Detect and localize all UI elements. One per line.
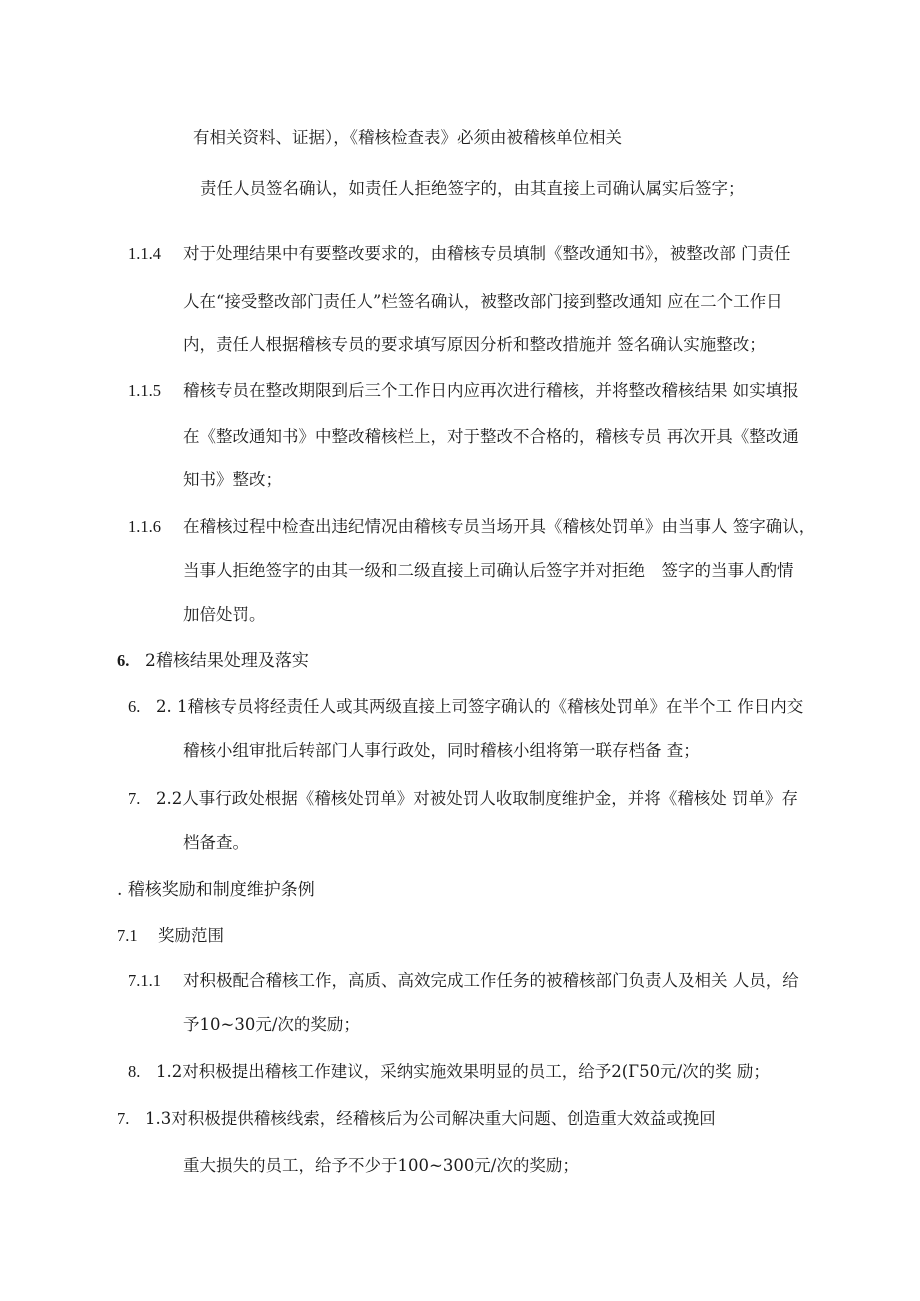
text-line: 在《整改通知书》中整改稽核栏上，对于整改不合格的，稽核专员 再次开具《整改通: [183, 427, 799, 446]
text-line: 对于处理结果中有要整改要求的，由稽核专员填制《整改通知书》，被整改部 门责任: [183, 244, 791, 263]
text-line: 当事人拒绝签字的由其一级和二级直接上司确认后签字并对拒绝 签字的当事人酌情: [183, 561, 794, 580]
item-number: 1.1.5: [128, 381, 161, 400]
text-line: 内，责任人根据稽核专员的要求填写原因分析和整改措施并 签名确认实施整改；: [183, 335, 766, 354]
text-line: 2.2人事行政处根据《稽核处罚单》对被处罚人收取制度维护金，并将《稽核处 罚单》存: [156, 789, 798, 808]
text-line: 有相关资料、证据），《稽核检查表》必须由被稽核单位相关: [193, 128, 622, 147]
item-number: 1.1.6: [128, 517, 161, 536]
text-line: 加倍处罚。: [183, 605, 266, 624]
section-heading: 2稽核结果处理及落实: [145, 651, 309, 671]
item-number: 7.: [128, 789, 141, 808]
item-number: 7.: [117, 1109, 130, 1128]
text-line: 人在“接受整改部门责任人”栏签名确认，被整改部门接到整改通知 应在二个工作日: [183, 292, 783, 311]
item-number: 1.1.4: [128, 244, 161, 263]
item-number: 8.: [128, 1062, 141, 1081]
text-line: 稽核小组审批后转部门人事行政处，同时稽核小组将第一联存档备 查；: [183, 741, 700, 760]
subsection-heading: 奖励范围: [158, 926, 224, 945]
section-heading: . 稽核奖励和制度维护条例: [117, 880, 315, 900]
text-line: 责任人员签名确认，如责任人拒绝签字的，由其直接上司确认属实后签字；: [200, 179, 745, 198]
section-number: 6.: [117, 651, 130, 670]
item-number: 6.: [128, 697, 141, 716]
text-line: 知书》整改；: [183, 470, 282, 489]
text-line: 重大损失的员工，给予不少于100~300元/次的奖励；: [183, 1156, 579, 1175]
text-line: 1.2对积极提出稽核工作建议，采纳实施效果明显的员工，给予2(Г50元/次的奖 励；: [156, 1062, 770, 1081]
section-number: 7.1: [117, 926, 138, 945]
text-line: 档备查。: [183, 833, 249, 852]
item-number: 7.1.1: [128, 971, 161, 990]
text-line: 稽核专员在整改期限到后三个工作日内应再次进行稽核，并将整改稽核结果 如实填报: [183, 381, 799, 400]
text-line: 对积极配合稽核工作，高质、高效完成工作任务的被稽核部门负责人及相关 人员，给: [183, 971, 799, 990]
text-line: 在稽核过程中检查出违纪情况由稽核专员当场开具《稽核处罚单》由当事人 签字确认，: [183, 517, 816, 536]
text-line: 1.3对积极提供稽核线索，经稽核后为公司解决重大问题、创造重大效益或挽回: [145, 1109, 716, 1128]
text-line: 予10~30元/次的奖励；: [183, 1015, 360, 1034]
text-line: 2. 1稽核专员将经责任人或其两级直接上司签字确认的《稽核处罚单》在半个工 作日内交: [156, 697, 804, 716]
